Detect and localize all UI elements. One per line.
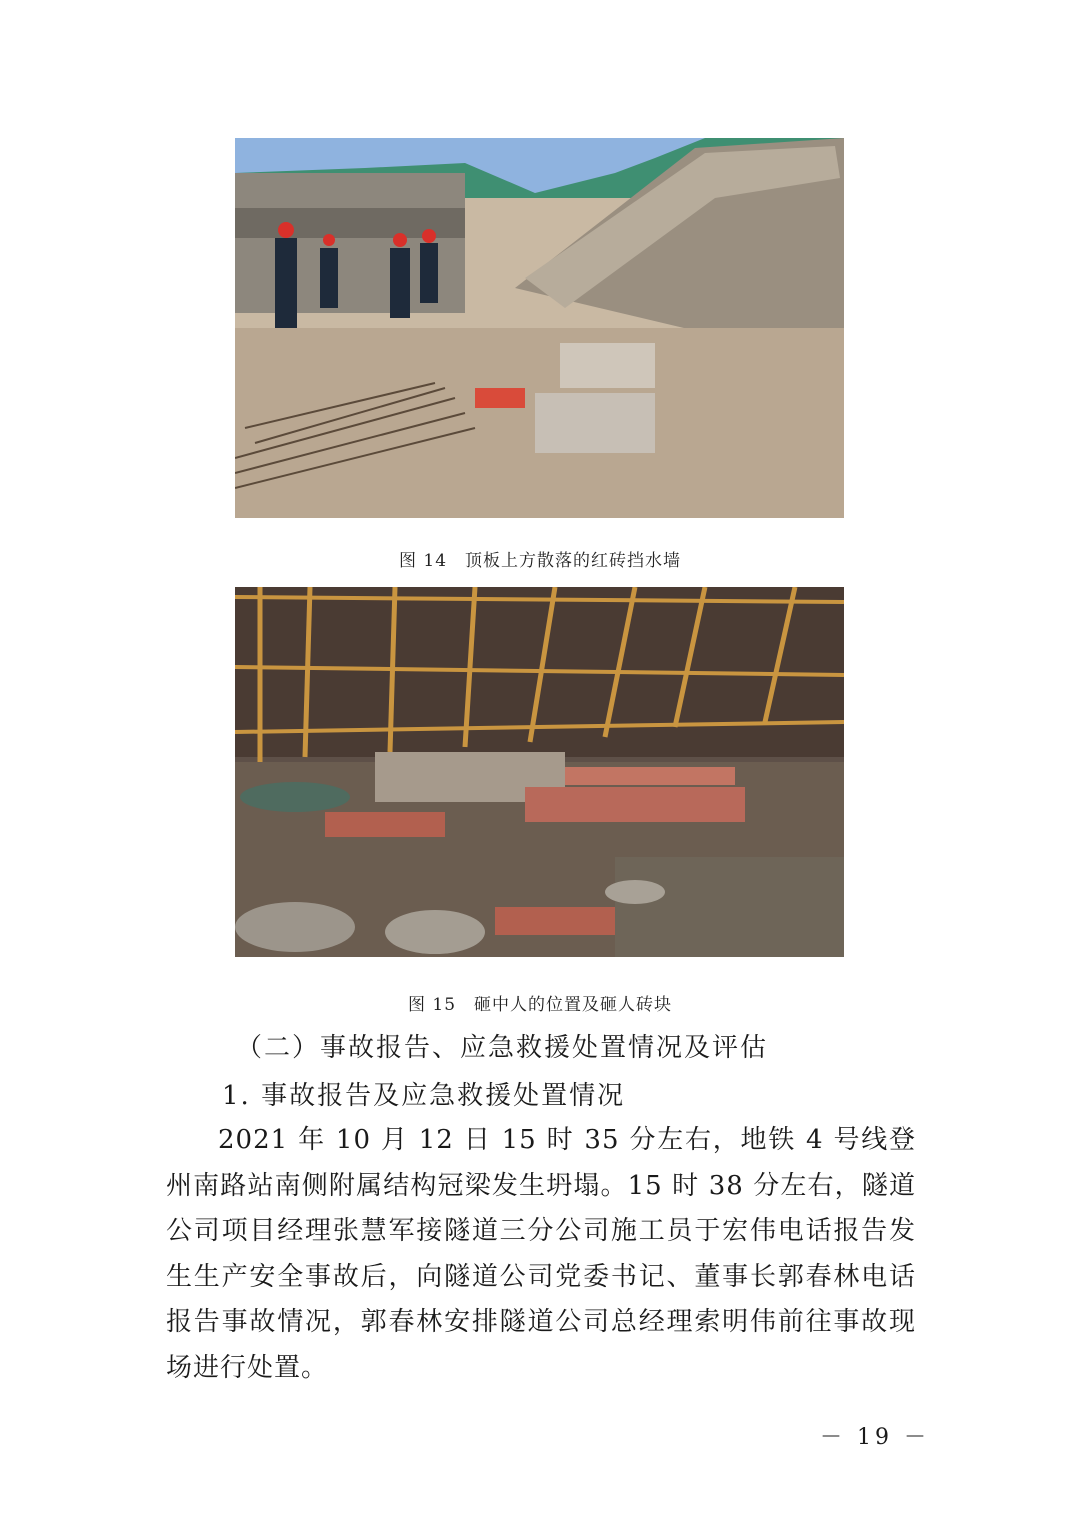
- sub-heading: 1. 事故报告及应急救援处置情况: [222, 1081, 626, 1111]
- figure-15-photo: [235, 587, 844, 957]
- figure-14-photo: [235, 138, 844, 518]
- page-number: － 19 －: [820, 1425, 930, 1450]
- figure-15-caption: 图 15 砸中人的位置及砸人砖块: [407, 995, 673, 1015]
- figure-14-caption: 图 14 顶板上方散落的红砖挡水墙: [398, 551, 682, 571]
- body-paragraph: 2021 年 10 月 12 日 15 时 35 分左右，地铁 4 号线登州南路站南侧附属结构冠梁发生坍塌。15 时 38 分左右，隧道公司项目经理张慧军接隧道三分公司施工员于宏伟电话报告发生生产安全事故后，向隧道公司党委书记、董事长郭春林电话报告事故情况，郭春林安排隧道公司总经理索明伟前往事故现场进行处置。: [166, 1125, 916, 1383]
- section-heading: （二）事故报告、应急救援处置情况及评估: [236, 1033, 769, 1063]
